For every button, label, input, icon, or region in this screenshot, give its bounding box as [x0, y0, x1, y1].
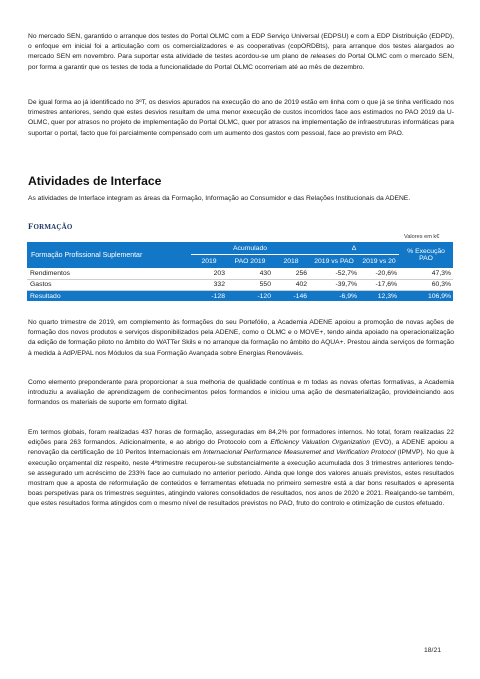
row-header: Formação Profissional Suplementar	[27, 242, 191, 268]
units-note: Valores em k€	[404, 234, 440, 240]
col-2018: 2018	[273, 255, 309, 269]
cell-vs-2018: -20,6%	[359, 268, 399, 279]
page-number: 18/21	[424, 647, 442, 654]
table-row	[27, 268, 453, 279]
cell-pao-2019: -120	[227, 291, 273, 302]
cell-vs-pao: -39,7%	[309, 279, 359, 291]
cell-pao-2019: 550	[227, 279, 273, 291]
cell-2019: -128	[191, 291, 227, 302]
subheading-formacao: FORMAÇÃO	[28, 221, 73, 231]
section-title: Atividades de Interface	[28, 174, 162, 188]
cell-vs-pao: -6,9%	[309, 291, 359, 302]
col-vs-pao: 2019 vs PAO	[309, 255, 359, 269]
row-label: Resultado	[27, 291, 191, 302]
cell-2018: 402	[273, 279, 309, 291]
cell-execucao: 47,3%	[399, 268, 453, 279]
cell-execucao: 60,3%	[399, 279, 453, 291]
cell-pao-2019: 430	[227, 268, 273, 279]
cell-2019: 203	[191, 268, 227, 279]
cell-2018: 256	[273, 268, 309, 279]
cell-vs-2018: 12,3%	[359, 291, 399, 302]
group-header-acumulado: Acumulado	[191, 242, 309, 255]
header-execucao-pao: % Execução PAO	[399, 242, 453, 268]
cell-vs-pao: -52,7%	[309, 268, 359, 279]
table-result-row	[27, 291, 453, 302]
paragraph-sen-market: No mercado SEN, garantido o arranque dos testes do Portal OLMC com a EDP Serviço Universal (EDPSU) e com a EDP Distribuição (EDPD), o enfoque em inicial foi a articulação com os comercializadores e as cooperativas (copORDBts), para arranque dos testes alargados ao mercado SEN em novembro. Para suportar esta atividade de testes acordou-se um plano de releases do Portal OLMC com o mercado SEN, por forma a garantir que os testes de toda a funcionalidade do Portal OLMC ocorreriam até ao mês de dezembro.	[28, 33, 455, 71]
cell-2018: -146	[273, 291, 309, 302]
paragraph-interface-intro: As atividades de Interface integram as áreas da Formação, Informação ao Consumidor e das Relações Institucionais da ADENE.	[28, 195, 411, 202]
row-label: Rendimentos	[27, 268, 191, 279]
cell-2019: 332	[191, 279, 227, 291]
col-vs-2018: 2019 vs 20	[359, 255, 399, 269]
cell-vs-2018: -17,6%	[359, 279, 399, 291]
col-pao-2019: PAO 2019	[227, 255, 273, 269]
row-label: Gastos	[27, 279, 191, 291]
group-header-delta: Δ	[309, 242, 399, 255]
paragraph-global-terms: Em termos globais, foram realizadas 437 horas de formação, asseguradas em 84,2% por formadores internos. No total, foram realizadas 22 edições para 263 formandos. Adicionalmente, e ao abrigo do Protocolo com a Efficiency Valuation Organization (EVO), a ADENE apoiou a renovação da certificação de 10 Peritos Internacionais em Internacional Performance Measuremet and Verification Protocol (IPMVP). No que à execução orçamental diz respeito, neste 4ºtrimestre recuperou-se substancialmente a execução acumulada dos 3 trimestres anteriores tendo-se assegurado um acréscimo de 233% face ao cumulado no anterior período. Ainda que longe dos valores anuais previstos, estes resultados mostram que a aposta de reformulação de conteúdos e ferramentas efetuada no primeiro semestre está a dar bons resultados e apresenta boas perspetivas para os trimestres seguintes, atingindo valores consolidados de resultados, nos anos de 2020 e 2021. Realçando-se também, que estes resultados forma atingidos com o mesmo nível de resultados previstos no PAO, fruto do controlo e otimização de custos efetuado.	[28, 429, 455, 508]
paragraph-deviations: De igual forma ao já identificado no 3ºT, os desvios apurados na execução do ano de 2019 estão em linha com o que já se tinha verificado nos trimestres anteriores, sendo que estes desvios resultam de uma menor execução de custos incorridos face aos estimados no PAO 2019 da U-OLMC, quer por atrasos no projeto de implementação do Portal OLMC, quer por atrasos na implementação de infraestruturas informáticas para suportar o portal, facto que foi parcialmente compensado com um aumento dos gastos com pessoal, face ao previsto em PAO.	[28, 99, 454, 137]
cell-execucao: 106,9%	[399, 291, 453, 302]
paragraph-q4-academy: No quarto trimestre de 2019, em complemento às formações do seu Portefólio, a Academia ADENE apoiou a promoção de novas ações de formação dos novos produtos e serviços disponibilizados pela ADENE, como o OLMC e o MOVE+, tendo ainda apoiado na operacionalização da edição de formação piloto no âmbito do WATTer Skils e no arranque da formação no âmbito do AQUA+. Prestou ainda serviços de formação à medida à AdP/EPAL nos Módulos da sua Formação Avançada sobre Energias Renováveis.	[28, 319, 454, 357]
table-row	[27, 279, 453, 291]
paragraph-quality: Como elemento preponderante para proporcionar a sua melhoria de qualidade contínua e m todas as novas ofertas formativas, a Academia introduziu a avaliação de aprendizagem de conhecimentos pelos formandos e iniciou uma ação de desmaterialização, provideinciando aos formandos os materiais de suporte em formato digital.	[28, 379, 454, 407]
training-financial-table	[27, 242, 453, 301]
table-header-row-top	[27, 242, 453, 255]
col-2019: 2019	[191, 255, 227, 269]
